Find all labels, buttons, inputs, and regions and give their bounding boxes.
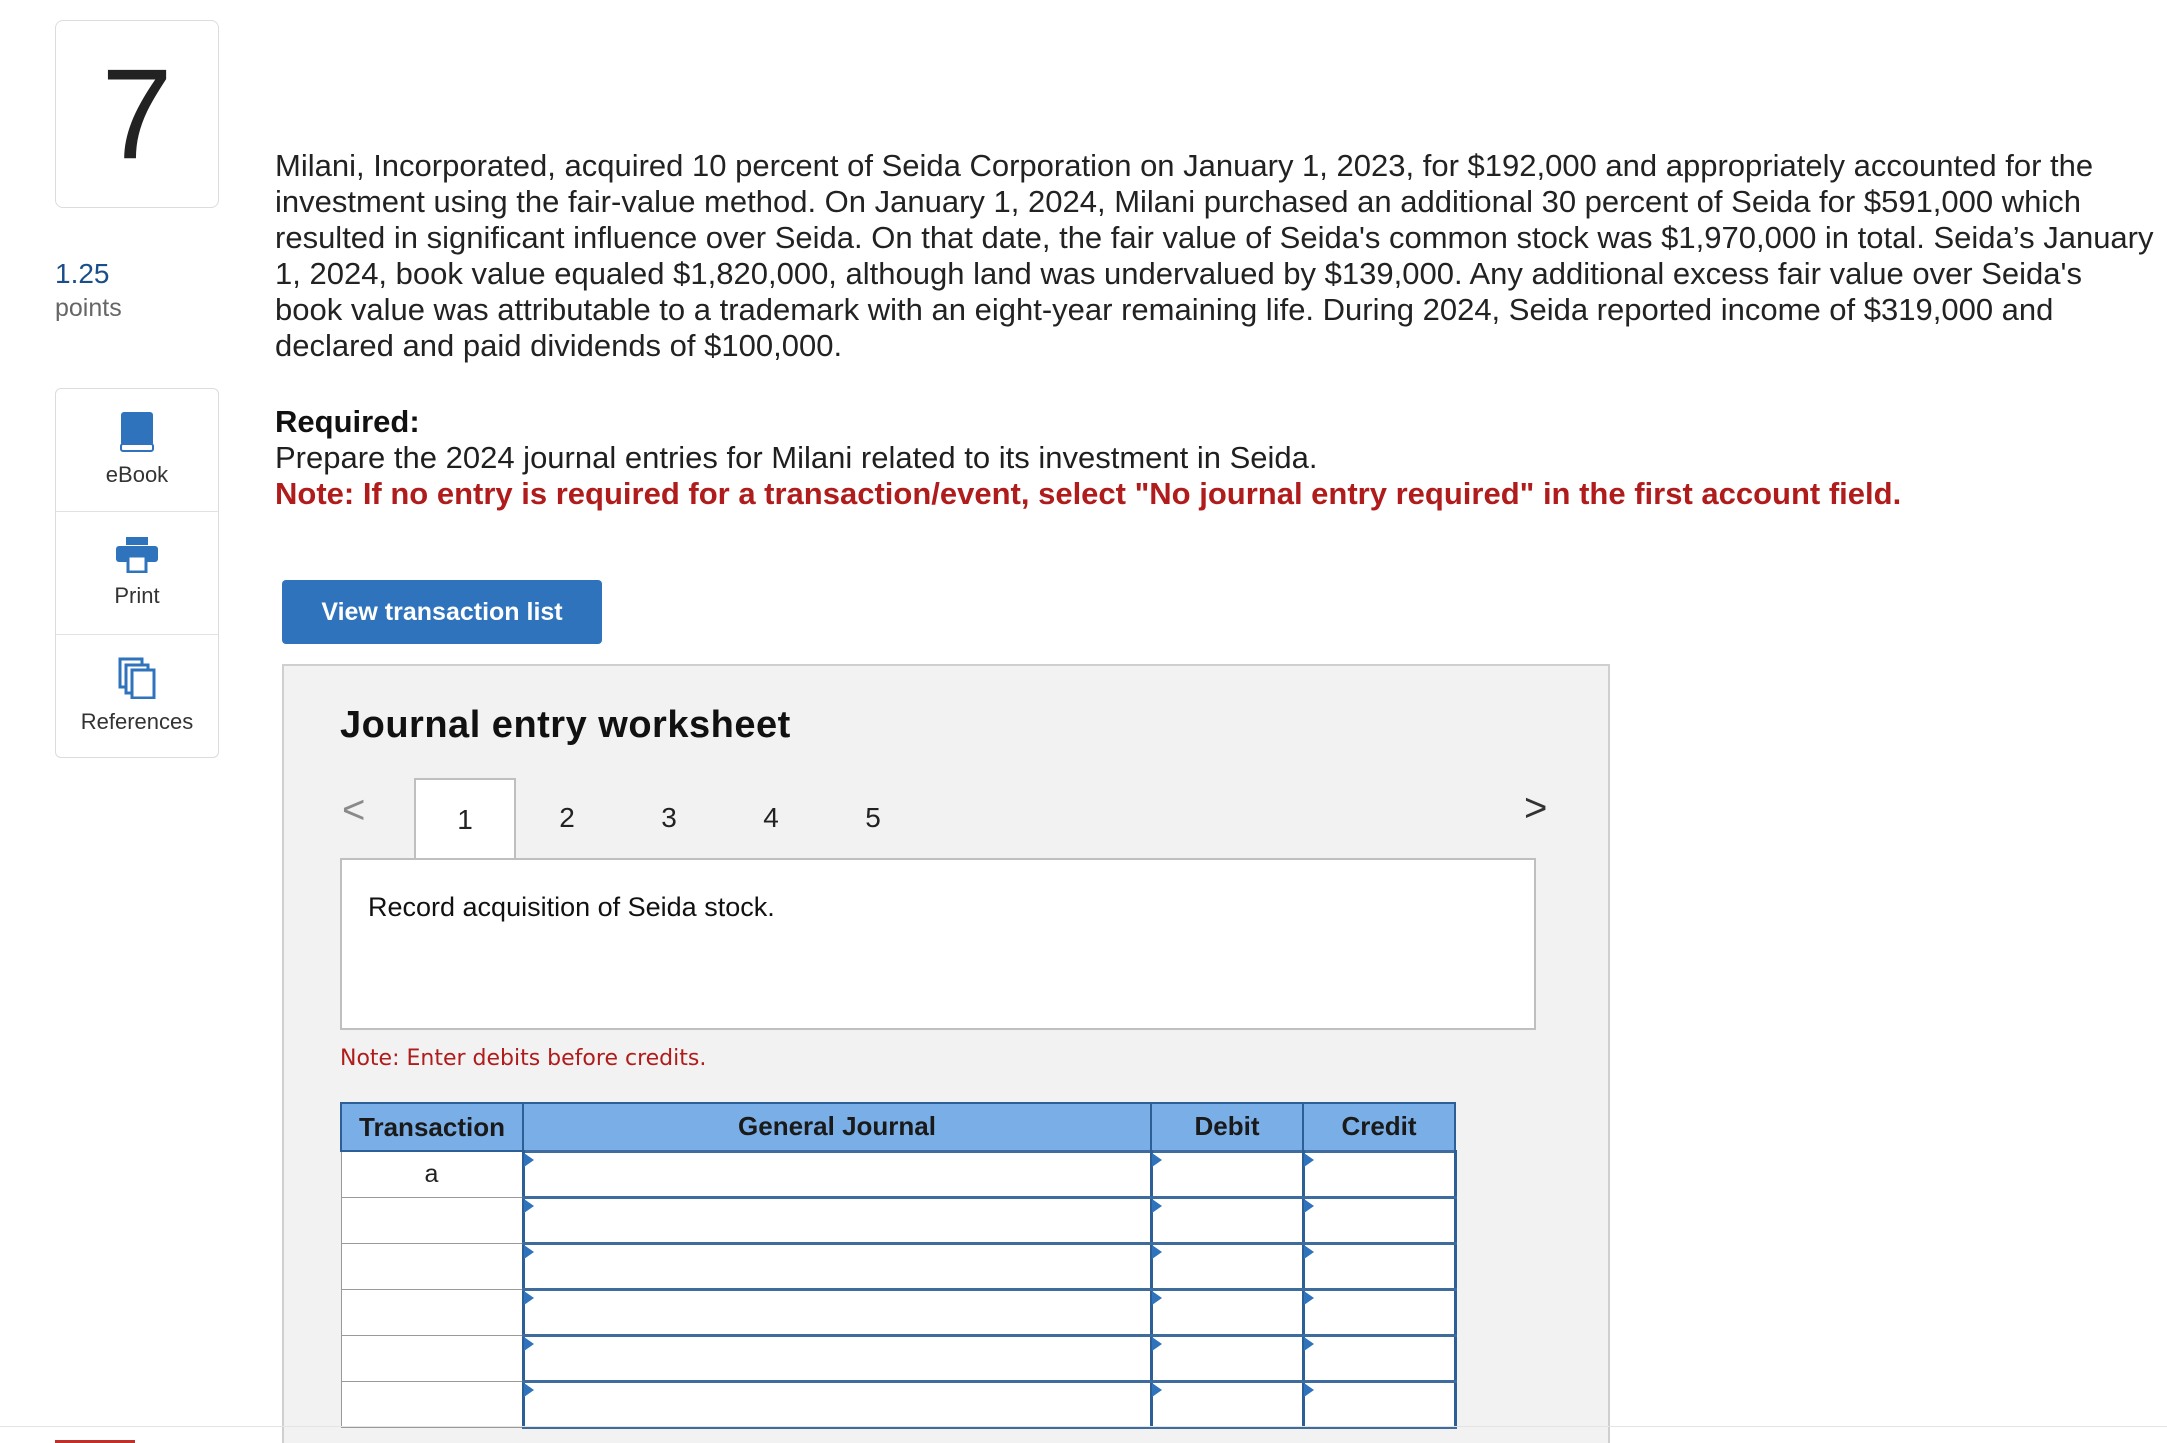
tab-2[interactable]: 2 — [559, 802, 575, 833]
tab-3[interactable]: 3 — [661, 802, 677, 833]
credit-input[interactable] — [1303, 1151, 1455, 1197]
table-row — [341, 1335, 1455, 1381]
debits-note: Note: Enter debits before credits. — [340, 1046, 707, 1071]
ebook-button[interactable] — [56, 389, 218, 512]
points-label: points — [55, 294, 122, 322]
chevron-right-icon[interactable]: > — [1524, 786, 1548, 830]
debit-input[interactable] — [1151, 1289, 1303, 1335]
ebook-label: eBook — [105, 462, 169, 487]
required-section — [275, 404, 2155, 512]
account-select[interactable] — [523, 1381, 1151, 1427]
credit-input[interactable] — [1303, 1243, 1455, 1289]
column-header-transaction: Transaction — [341, 1103, 523, 1151]
account-select[interactable] — [523, 1151, 1151, 1197]
credit-input[interactable] — [1303, 1289, 1455, 1335]
chevron-left-icon[interactable]: < — [342, 788, 366, 832]
worksheet-tabs — [414, 778, 924, 860]
transaction-cell — [341, 1243, 523, 1289]
question-text: Milani, Incorporated, acquired 10 percent of Seida Corporation on January 1, 2023, for $192,000 and appropriately accounted for the investment using the fair-value method. On January 1, 2024, Milani purchased an additional 30 percent of Seida for $591,000 which resulted in significant influence over Seida. On that date, the fair value of Seida's common stock was $1,970,000 in total. Seida’s January 1, 2024, book value equaled $1,820,000, although land was undervalued by $139,000. Any additional excess fair value over Seida's book value was attributable to a trademark with an eight-year remaining life. During 2024, Seida reported income of $319,000 and declared and paid dividends of $100,000. — [275, 148, 2154, 363]
view-transaction-list-button[interactable]: View transaction list — [282, 580, 602, 644]
required-title: Required: — [275, 404, 420, 439]
printer-icon — [116, 537, 158, 573]
table-header-row — [341, 1103, 1455, 1151]
table-row — [341, 1243, 1455, 1289]
transaction-cell — [341, 1289, 523, 1335]
credit-input[interactable] — [1303, 1381, 1455, 1427]
debit-input[interactable] — [1151, 1381, 1303, 1427]
required-text: Prepare the 2024 journal entries for Milani related to its investment in Seida. — [275, 440, 1318, 475]
points-block — [55, 258, 122, 323]
column-header-general-journal: General Journal — [523, 1103, 1151, 1151]
column-header-debit: Debit — [1151, 1103, 1303, 1151]
transaction-cell: a — [341, 1151, 523, 1197]
account-select[interactable] — [523, 1197, 1151, 1243]
transaction-description: Record acquisition of Seida stock. — [368, 892, 775, 922]
tab-5[interactable]: 5 — [865, 802, 881, 833]
print-button[interactable] — [56, 512, 218, 635]
debit-input[interactable] — [1151, 1197, 1303, 1243]
account-select[interactable] — [523, 1243, 1151, 1289]
credit-input[interactable] — [1303, 1335, 1455, 1381]
tab-4[interactable]: 4 — [763, 802, 779, 833]
transaction-cell — [341, 1381, 523, 1427]
tools-panel — [55, 388, 219, 758]
tab-1[interactable]: 1 — [414, 778, 516, 860]
references-label: References — [80, 709, 194, 734]
transaction-cell — [341, 1197, 523, 1243]
journal-entry-worksheet — [282, 664, 1610, 1443]
table-row — [341, 1151, 1455, 1197]
column-header-credit: Credit — [1303, 1103, 1455, 1151]
worksheet-title: Journal entry worksheet — [340, 704, 791, 746]
debit-input[interactable] — [1151, 1243, 1303, 1289]
points-value: 1.25 — [55, 258, 110, 289]
account-select[interactable] — [523, 1289, 1151, 1335]
copy-icon — [118, 657, 156, 699]
transaction-cell — [341, 1335, 523, 1381]
print-label: Print — [114, 583, 160, 608]
book-icon — [119, 412, 155, 452]
debit-input[interactable] — [1151, 1151, 1303, 1197]
question-number: 7 — [55, 20, 219, 208]
table-row — [341, 1381, 1455, 1427]
account-select[interactable] — [523, 1335, 1151, 1381]
credit-input[interactable] — [1303, 1197, 1455, 1243]
footer-divider — [0, 1426, 2167, 1427]
table-row — [341, 1197, 1455, 1243]
debit-input[interactable] — [1151, 1335, 1303, 1381]
transaction-description-box — [340, 858, 1536, 1030]
journal-table — [340, 1102, 1457, 1429]
table-row — [341, 1289, 1455, 1335]
required-note: Note: If no entry is required for a transaction/event, select "No journal entry required" in the first account field. — [275, 476, 1902, 511]
references-button[interactable] — [56, 635, 218, 757]
